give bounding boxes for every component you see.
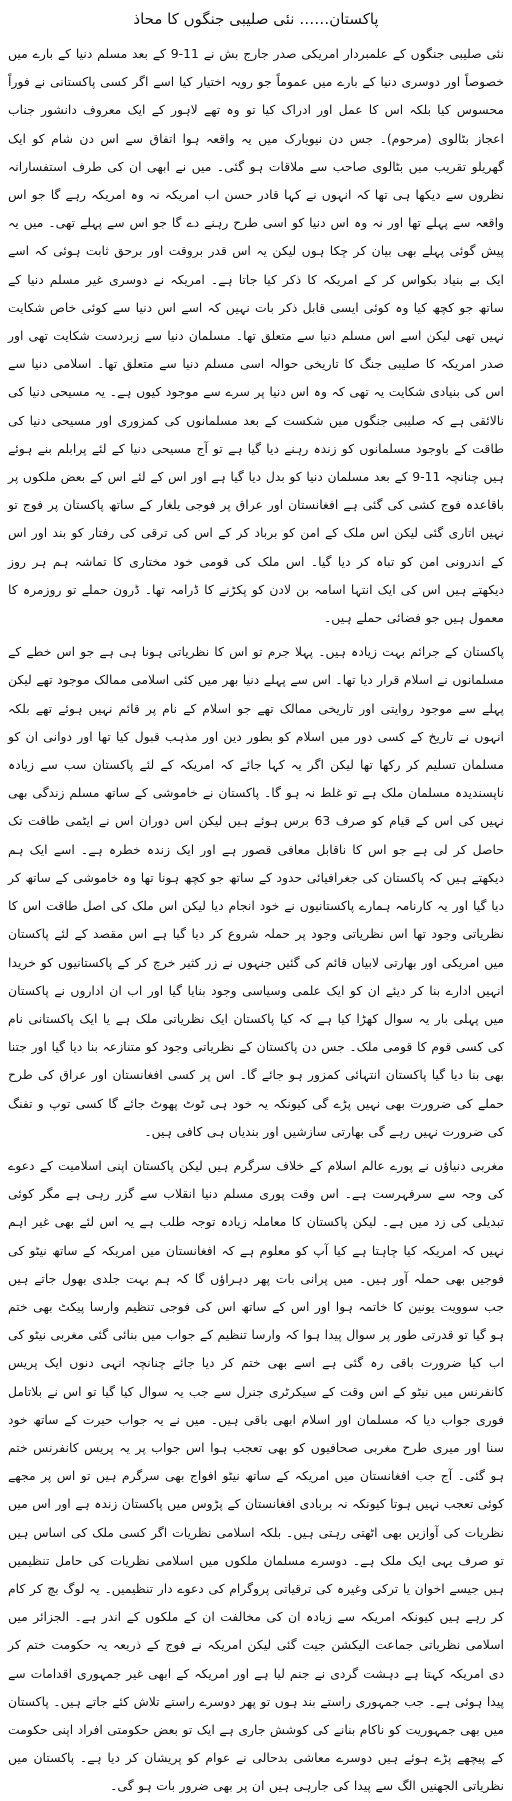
- article-title: پاکستان…… نئی صلیبی جنگوں کا محاذ: [133, 10, 379, 28]
- article-paragraph-1: نئی صلیبی جنگوں کے علمبردار امریکی صدر جارج بش نے 11-9 کے بعد مسلم دنیا کے بارے میں خصوصاً اور دوسری دنیا کے بارے میں عموماً جو رویہ اختیار کیا اسے اگر کسی پاکستانی نے فوراً محسوس کیا بلکہ اس کا عمل اور ادراک کیا تو وہ تھے لاہور کے ایک معروف دانشور جناب اعجاز بٹالوی (مرحوم)۔ جس دن نیویارک میں یہ واقعہ ہوا اتفاق سے اس دن شام کو ایک گھریلو تقریب میں بٹالوی صاحب سے ملاقات ہو گئی۔ میں نے ابھی ان کی طرف استفسارانہ نظروں سے دیکھا ہی تھا کہ انہوں نے کہا قادر حسن اب امریکہ نہ وہ امریکہ رہے گا جو اس واقعہ سے پہلے تھا اور نہ وہ اس دنیا کو اسی طرح رہنے دے گا جو اس سے پہلے تھی۔ میں یہ پیش گوئی پہلے بھی بیان کر چکا ہوں لیکن یہ اس قدر بروقت اور برحق ثابت ہوئی کہ اسے ایک بے بنیاد بکواس کر کے امریکہ کا ذکر کیا جاتا ہے۔ امریکہ نے دوسری غیر مسلم دنیا کے ساتھ جو کچھ کیا وہ کوئی ایسی قابل ذکر بات نہیں کہ اسے اس دنیا سے کوئی خاص شکایت نہیں تھی لیکن اسے اس مسلم دنیا سے متعلق تھا۔ مسلمان دنیا سے زبردست شکایت تھی اور صدر امریکہ کا صلیبی جنگ کا تاریخی حوالہ اسی مسلم دنیا سے متعلق تھا۔ اسلامی دنیا سے اس کی بنیادی شکایت یہ تھی کہ وہ اس دنیا پر سرے سے موجود کیوں ہے۔ یہ مسیحی دنیا کی نالائقی ہے کہ صلیبی جنگوں میں شکست کے بعد مسلمانوں کی کمزوری اور مسیحی دنیا کی طاقت کے باوجود مسلمانوں کو زندہ رہنے دیا گیا ہے تو آج مسیحی دنیا کے لئے پرابلم بنے ہوئے ہیں چنانچہ 11-9 کے بعد مسلمان دنیا کو بدل دیا گیا ہے اور اس کے لئے اس کے بعض ملکوں پر باقاعدہ فوج کشی کی گئی ہے افغانستان اور عراق پر فوجی یلغار کے ساتھ پاکستان پر فوج تو نہیں اتاری گئی لیکن اس ملک کے امن کو برباد کر کے اس کی ترقی کی رفتار کو بند اور اس کے اندرونی امن کو تباہ کر دیا گیا۔ اس ملک کی قومی خود مختاری کا تماشہ ہم ہر روز دیکھتے ہیں اس کی ایک انتہا اسامہ بن لادن کو پکڑنے کا ڈرامہ تھا۔ ڈرون حملے تو روزمرہ کا معمول ہیں جو فضائی حملے ہیں۔: [8, 46, 504, 626]
- article-paragraph-2: پاکستان کے جرائم بہت زیادہ ہیں۔ پہلا جرم تو اس کا نظریاتی ہونا ہی ہے جو اس خطے کے مسلمانوں نے اسلام قرار دیا تھا۔ اس سے پہلے دنیا بھر میں کئی اسلامی ممالک موجود تھے لیکن پہلے سے موجود روایتی اور تاریخی ممالک تھے جو اسلام کے نام پر قائم نہیں ہوئے تھے بلکہ انہوں نے تاریخ کے کسی دور میں اسلام کو بطور دین اور مذہب قبول کیا تھا اور دوانی ان کو مسلمان تسلیم کر رکھا تھا لیکن اگر یہ کہا جائے کہ امریکہ کے لئے پاکستان سب سے زیادہ ناپسندیدہ مسلمان ملک ہے تو غلط نہ ہو گا۔ پاکستان نے خاموشی کے ساتھ مسلم زندگی بھی نہیں کی اس کے قیام کو صرف 63 برس ہوئے ہیں لیکن اس دوران اس نے ایٹمی طاقت تک حاصل کر لی ہے جو اس کا ناقابل معافی قصور ہے اور ایک زندہ خطرہ ہے۔ اسے ایک ہم دیکھتے ہیں کہ پاکستان کی جغرافیائی حدود کے ساتھ جو کچھ ہونا تھا وہ خاموشی کے ساتھ کر دیا گیا اور یہ کارنامہ ہمارے پاکستانیوں نے خود انجام دیا لیکن اس ملک کی اصل طاقت اس کا نظریاتی وجود تھا اس نظریاتی وجود پر حملہ شروع کر دیا گیا ہے اس مقصد کے لئے پاکستان میں امریکی اور بھارتی لابیاں قائم کی گئیں جنہوں نے زر کثیر خرچ کر کے پاکستانیوں کو خریدا انہیں ادارے بنا کر دیئے ان کو ایک علمی وسیاسی وجود بنایا گیا اور اب ان اداروں نے پاکستان میں پہلی بار یہ سوال کھڑا کیا ہے کہ کیا پاکستان ایک نظریاتی ملک ہے یا ایک پاکستانی نام کی کسی قوم کا قومی ملک۔ جس دن پاکستان کے نظریاتی وجود کو متنازعہ بنا دیا گیا اور جتنا بھی بنا دیا گیا پاکستان انتہائی کمزور ہو جائے گا۔ اس پر کسی افغانستان اور عراق کی طرح حملے کی ضرورت بھی نہیں پڑے گی کیونکہ یہ خود ہی ٹوٹ پھوٹ جائے گا کسی توپ و تفنگ کی ضرورت نہیں رہے گی بھارتی سازشیں اور بندیاں ہی کافی ہیں۔: [8, 644, 505, 1139]
- article-paragraph-3: مغربی دنیاؤں نے پورے عالم اسلام کے خلاف سرگرم ہیں لیکن پاکستان اپنی اسلامیت کے دعوے کی وجہ سے سرفہرست ہے۔ اس وقت پوری مسلم دنیا انقلاب سے گزر رہی ہے مگر کوئی تبدیلی کی زد میں ہے۔ لیکن پاکستان کا معاملہ زیادہ توجہ طلب ہے یہ اس لئے بھی غیر اہم نہیں کہ امریکہ کیا چاہتا ہے کیا آپ کو معلوم ہے کہ افغانستان میں امریکہ کے ساتھ نیٹو کی فوجیں بھی حملہ آور ہیں۔ میں پرانی بات پھر دہراؤں گا کہ ہم بہت جلدی بھول جاتے ہیں جب سوویت یونین کا خاتمہ ہوا اور اس کے ساتھ اس کی فوجی تنظیم وارسا پیکٹ بھی ختم ہو گیا تو قدرتی طور پر سوال پیدا ہوا کہ وارسا تنظیم کے جواب میں بنائی گئی مغربی نیٹو کی اب کیا ضرورت باقی رہ گئی ہے اسے بھی ختم کر دیا جائے چنانچہ انہی دنوں ایک پریس کانفرنس میں نیٹو کے اس وقت کے سیکرٹری جنرل سے جب یہ سوال کیا گیا تو اس نے بلاتامل فوری جواب دیا کہ مسلمان اور اسلام ابھی باقی ہیں۔ میں نے یہ جواب حیرت کے ساتھ خود سنا اور میری طرح مغربی صحافیوں کو بھی تعجب ہوا اس جواب پر یہ پریس کانفرنس ختم ہو گئی۔ آج جب افغانستان میں امریکہ کے ساتھ نیٹو افواج بھی سرگرم ہیں تو اس پر مجھے کوئی تعجب نہیں ہوتا کیونکہ نہ بربادی افغانستان کے پڑوس میں پاکستان زندہ ہے اور اس میں نظریات کی آوازیں بھی اٹھتی رہتی ہیں۔ بلکہ اسلامی نظریات اگر کسی ملک کی اساس ہیں تو صرف یہی ایک ملک ہے۔ دوسرے مسلمان ملکوں میں اسلامی نظریات کی حامل تنظیمیں ہیں جیسے اخوان یا ترکی وغیرہ کی ترقیاتی پروگرام کی دعوے دار تنظیمیں۔ یہ لوگ بچ کر کام کر رہے ہیں کیونکہ امریکہ سے زیادہ ان کی مخالفت ان کے ملکوں کے اندر ہے۔ الجزائر میں اسلامی نظریاتی جماعت الیکشن جیت گئی لیکن امریکہ نے فوج کے ذریعہ یہ حکومت ختم کر دی امریکہ کہتا ہے دہشت گردی نے جنم لیا ہے اور امریکہ کے ابھی غیر جمہوری اقدامات سے پیدا ہوئی ہے۔ جب جمہوری راستے بند ہوں تو پھر دوسرے راستے تلاش کئے جاتے ہیں۔ پاکستان میں بھی جمہوریت کو ناکام بنانے کی کوشش جاری ہے ایک تو بعض حکومتی افراد اپنی حکومت کے پیچھے پڑے ہوئے ہیں دوسرے معاشی بدحالی نے عوام کو پریشان کر دیا ہے۔ پاکستان میں نظریاتی الجھنیں الگ سے پیدا کی جارہی ہیں ان پر بھی ضرور بات ہو گی۔: [8, 1157, 504, 1794]
